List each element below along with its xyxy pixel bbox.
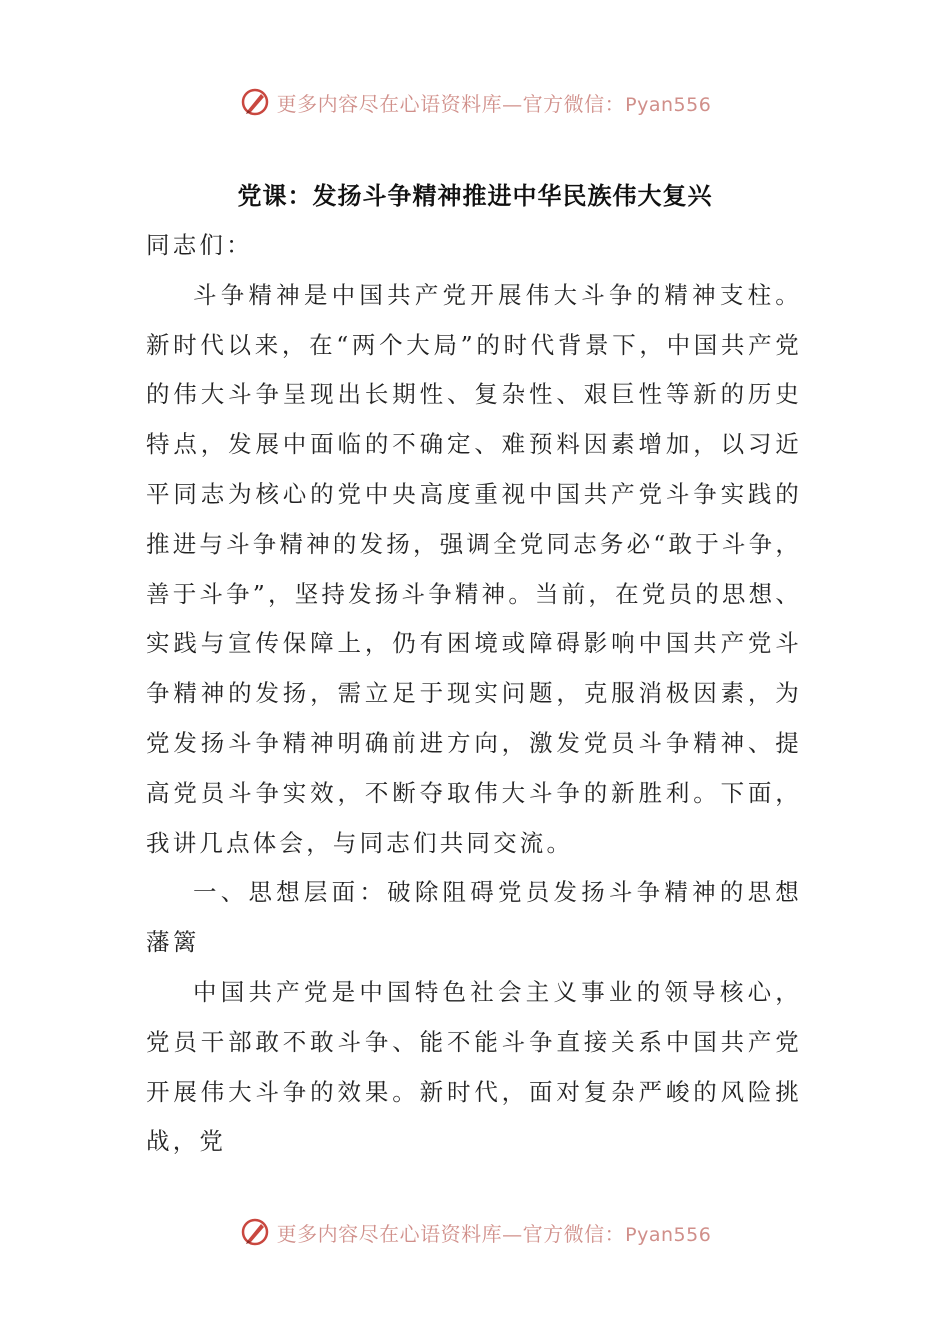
header-watermark (0, 82, 950, 122)
body-paragraph: 斗争精神是中国共产党开展伟大斗争的精神支柱。新时代以来，在“两个大局”的时代背景下，中国共产党的伟大斗争呈现出长期性、复杂性、艰巨性等新的历史特点，发展中面临的不确定、难预料因素增加，以习近平同志为核心的党中央高度重视中国共产党斗争实践的推进与斗争精神的发扬，强调全党同志务必“敢于斗争，善于斗争”，坚持发扬斗争精神。当前，在党员的思想、实践与宣传保障上，仍有困境或障碍影响中国共产党斗争精神的发扬，需立足于现实问题，克服消极因素，为党发扬斗争精神明确前进方向，激发党员斗争精神、提高党员斗争实效，不断夺取伟大斗争的新胜利。下面，我讲几点体会，与同志们共同交流。 (146, 280, 803, 857)
document-body (146, 221, 802, 1167)
salutation: 同志们： (146, 231, 253, 259)
watermark-handle: Pyan556 (625, 93, 712, 116)
watermark-text: 更多内容尽在心语资料库—官方微信：Pyan556 (276, 1221, 712, 1246)
watermark-text: 更多内容尽在心语资料库—官方微信：Pyan556 (276, 91, 712, 116)
document-title: 党课：发扬斗争精神推进中华民族伟大复兴 (237, 182, 713, 210)
pen-logo-icon (239, 86, 271, 118)
footer-watermark (0, 1212, 950, 1252)
pen-logo-icon (239, 1216, 271, 1248)
body-paragraph: 中国共产党是中国特色社会主义事业的领导核心，党员干部敢不敢斗争、能不能斗争直接关系中国共产党开展伟大斗争的效果。新时代，面对复杂严峻的风险挑战，党 (146, 977, 802, 1156)
watermark-handle: Pyan556 (625, 1223, 712, 1246)
section-heading: 一、思想层面：破除阻碍党员发扬斗争精神的思想藩篱 (146, 878, 802, 957)
